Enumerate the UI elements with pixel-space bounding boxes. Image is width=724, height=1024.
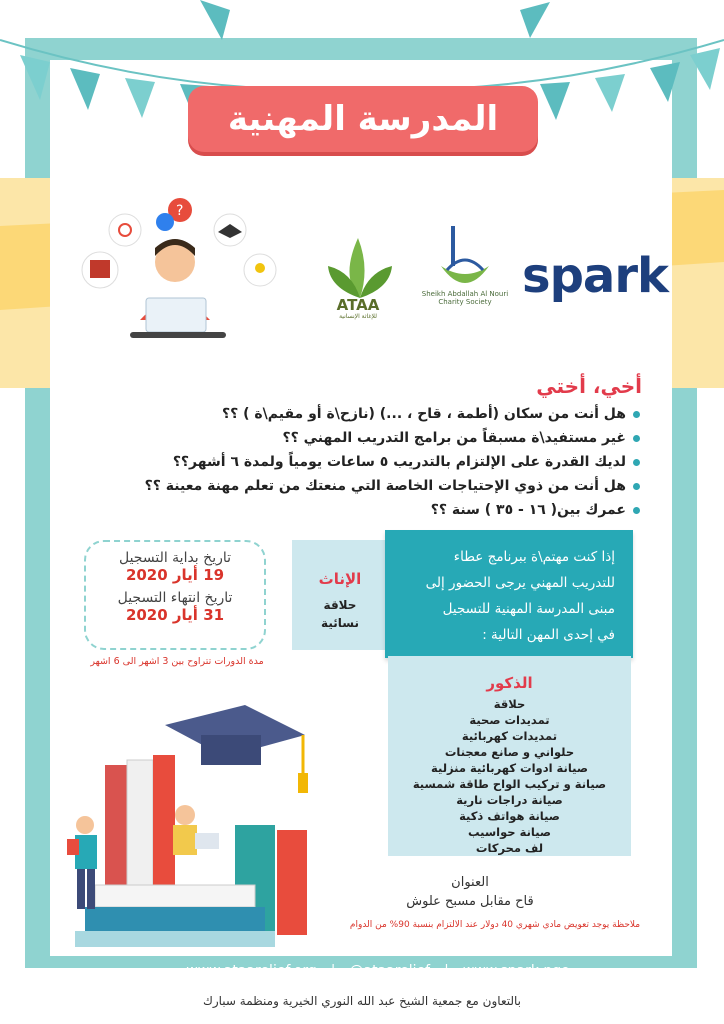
- list-item: صيانة ادوات كهربائية منزلية: [431, 761, 588, 775]
- eligibility-questions: [122, 374, 642, 522]
- female-courses: [292, 540, 388, 650]
- partnership-credit: بالتعاون مع جمعية الشيخ عبد الله النوري الخيرية ومنظمة سبارك: [202, 994, 522, 1008]
- list-item: لف محركات: [475, 841, 544, 855]
- list-item: صيانة و تركيب الواح طاقة شمسية: [412, 777, 607, 791]
- address-block: [380, 875, 560, 909]
- cta-line: في إحدى المهن التالية :: [482, 627, 615, 643]
- duration-note: مدة الدورات تتراوح بين 3 اشهر الى 6 اشهر: [90, 656, 264, 667]
- list-item: حلواني و صانع معجنات: [444, 745, 575, 759]
- female-title: الإناث: [318, 570, 362, 588]
- list-item: تمديدات كهربائية: [461, 729, 558, 743]
- male-courses: [388, 656, 631, 856]
- list-item: غير مستفيد\ة مسبقاً من برامج التدريب المهني ؟؟: [122, 426, 642, 450]
- list-item: هل أنت من ذوي الإحتياجات الخاصة التي منعتك من تعلم مهنة معينة ؟؟: [122, 474, 642, 498]
- address-title: العنوان: [451, 875, 489, 890]
- list-item: صيانة هواتف ذكية: [459, 809, 560, 823]
- page-title: المدرسة المهنية: [227, 99, 499, 139]
- start-date: 19 أيار 2020: [125, 566, 225, 584]
- ataa-logo-text: ATAA: [336, 296, 380, 314]
- cta-line: إذا كنت مهتم\ة ببرنامج عطاء: [453, 549, 615, 565]
- list-item: تمديدات صحية: [469, 713, 550, 727]
- questions-heading: أخي، أختي: [536, 374, 642, 398]
- end-date: 31 أيار 2020: [125, 606, 225, 624]
- cta-line: للتدريب المهني يرجى الحضور إلى: [425, 575, 615, 591]
- list-item: صيانة دراجات نارية: [456, 793, 563, 807]
- female-course: نسائية: [321, 616, 359, 630]
- footer-separator: |: [444, 963, 449, 979]
- ataa-logo-subtext: للإغاثة الإنسانية: [339, 313, 377, 320]
- svg-text:?: ?: [176, 203, 184, 219]
- end-date-label: تاريخ انتهاء التسجيل: [117, 590, 233, 606]
- male-title: الذكور: [486, 674, 533, 692]
- spark-website-link[interactable]: www.spark.ngo: [462, 963, 570, 979]
- title-banner: [188, 86, 538, 152]
- list-item: هل أنت من سكان (أطمة ، قاح ، ...) (نازح\ة أو مقيم\ة ) ؟؟: [122, 402, 642, 426]
- questions-list: [122, 402, 642, 522]
- footer-links: [148, 956, 608, 986]
- sheikh-society-name: Sheikh Abdallah Al Nouri Charity Society: [421, 290, 509, 306]
- books-graduation-illustration: [55, 705, 345, 950]
- ataa-social-handle[interactable]: @ataarelief: [349, 963, 431, 979]
- spark-logo: spark: [522, 248, 668, 304]
- list-item: حلاقة: [493, 697, 526, 711]
- cta-line: مبنى المدرسة المهنية للتسجيل: [442, 601, 615, 617]
- list-item: صيانة حواسيب: [467, 825, 552, 839]
- registration-dates: [84, 540, 266, 650]
- list-item: لديك القدرة على الإلتزام بالتدريب ٥ ساعات يومياً ولمدة ٦ أشهر؟؟: [122, 450, 642, 474]
- ataa-website-link[interactable]: www.ataarelief.org: [186, 963, 317, 979]
- compensation-note: ملاحظة يوجد تعويض مادي شهري 40 دولار عند الالتزام بنسبة 90% من الدوام: [349, 920, 641, 930]
- student-laptop-illustration: [70, 190, 280, 350]
- female-course: حلاقة: [323, 598, 357, 612]
- registration-cta: [385, 530, 633, 658]
- footer-separator: |: [330, 963, 336, 979]
- list-item: عمرك بين( ١٦ - ٣٥ ) سنة ؟؟: [122, 498, 642, 522]
- address-value: قاح مقابل مسبح علوش: [406, 894, 534, 909]
- male-course-list: [388, 696, 631, 856]
- start-date-label: تاريخ بداية التسجيل: [118, 550, 232, 566]
